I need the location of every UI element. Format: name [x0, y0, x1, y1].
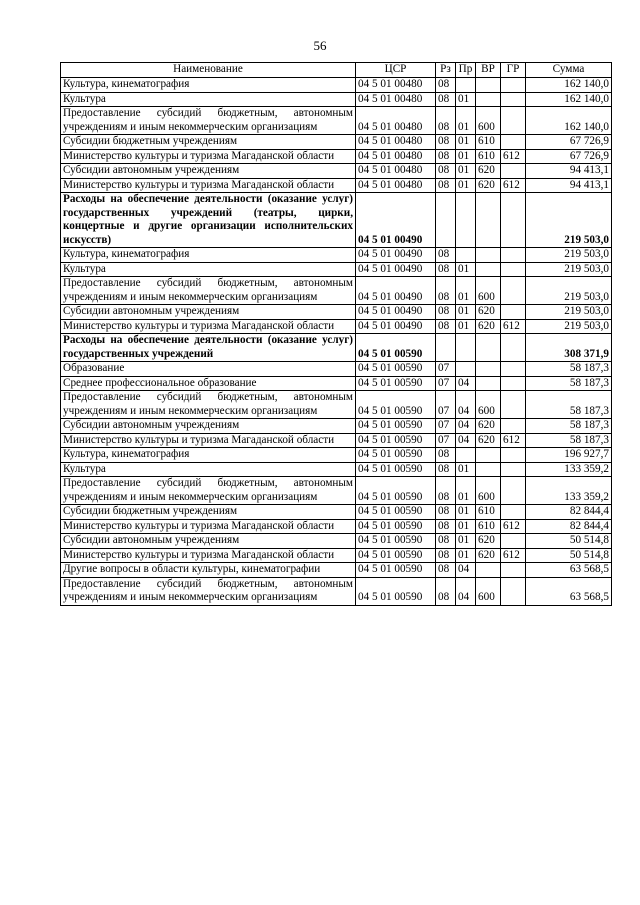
table-row: [61, 277, 612, 305]
cell-pr: 01: [456, 462, 476, 477]
table-row: [61, 319, 612, 334]
cell-vr: 620: [476, 178, 501, 193]
cell-rz: 08: [436, 277, 456, 305]
cell-sum: 58 187,3: [526, 419, 612, 434]
cell-pr: 04: [456, 376, 476, 391]
cell-vr: [476, 448, 501, 463]
cell-csr: 04 5 01 00480: [356, 78, 436, 93]
cell-sum: 94 413,1: [526, 178, 612, 193]
cell-gr: 612: [501, 319, 526, 334]
table-row: [61, 92, 612, 107]
cell-sum: 219 503,0: [526, 277, 612, 305]
cell-sum: 219 503,0: [526, 262, 612, 277]
cell-name: Культура: [61, 462, 356, 477]
cell-csr: 04 5 01 00480: [356, 107, 436, 135]
cell-rz: 08: [436, 505, 456, 520]
cell-name: Предоставление субсидий бюджетным, автономным учреждениям и иным некоммерческим организациям: [61, 391, 356, 419]
cell-name: Образование: [61, 362, 356, 377]
cell-csr: 04 5 01 00590: [356, 419, 436, 434]
cell-pr: 01: [456, 319, 476, 334]
cell-gr: [501, 505, 526, 520]
table-row: [61, 548, 612, 563]
table-row: [61, 362, 612, 377]
cell-sum: 67 726,9: [526, 135, 612, 150]
cell-rz: 08: [436, 563, 456, 578]
table-row: [61, 448, 612, 463]
cell-pr: 01: [456, 149, 476, 164]
cell-vr: [476, 193, 501, 248]
budget-table: [60, 62, 612, 606]
cell-rz: 08: [436, 534, 456, 549]
cell-csr: 04 5 01 00490: [356, 262, 436, 277]
table-row: [61, 519, 612, 534]
cell-rz: 07: [436, 391, 456, 419]
cell-rz: [436, 193, 456, 248]
cell-sum: 58 187,3: [526, 391, 612, 419]
cell-sum: 50 514,8: [526, 534, 612, 549]
cell-sum: 82 844,4: [526, 519, 612, 534]
cell-sum: 63 568,5: [526, 563, 612, 578]
cell-gr: [501, 334, 526, 362]
cell-gr: [501, 419, 526, 434]
cell-pr: 01: [456, 519, 476, 534]
cell-pr: 01: [456, 505, 476, 520]
header-gr: ГР: [501, 63, 526, 78]
cell-csr: 04 5 01 00490: [356, 277, 436, 305]
header-rz: Рз: [436, 63, 456, 78]
cell-rz: 08: [436, 164, 456, 179]
cell-csr: 04 5 01 00590: [356, 391, 436, 419]
cell-vr: 620: [476, 548, 501, 563]
cell-gr: [501, 262, 526, 277]
table-row: [61, 505, 612, 520]
cell-gr: 612: [501, 519, 526, 534]
cell-rz: 08: [436, 448, 456, 463]
cell-sum: 63 568,5: [526, 577, 612, 605]
cell-gr: [501, 277, 526, 305]
table-row: [61, 135, 612, 150]
cell-vr: 620: [476, 433, 501, 448]
cell-vr: 620: [476, 319, 501, 334]
cell-name: Министерство культуры и туризма Магаданской области: [61, 178, 356, 193]
cell-rz: 08: [436, 262, 456, 277]
cell-pr: 01: [456, 262, 476, 277]
cell-csr: 04 5 01 00490: [356, 305, 436, 320]
cell-rz: 08: [436, 477, 456, 505]
cell-rz: 08: [436, 178, 456, 193]
cell-sum: 219 503,0: [526, 193, 612, 248]
cell-vr: 610: [476, 149, 501, 164]
cell-name: Предоставление субсидий бюджетным, автономным учреждениям и иным некоммерческим организациям: [61, 277, 356, 305]
cell-gr: [501, 164, 526, 179]
cell-name: Министерство культуры и туризма Магаданской области: [61, 149, 356, 164]
cell-pr: 01: [456, 178, 476, 193]
cell-csr: 04 5 01 00590: [356, 534, 436, 549]
cell-gr: [501, 248, 526, 263]
cell-sum: 82 844,4: [526, 505, 612, 520]
cell-rz: 07: [436, 362, 456, 377]
table-row: [61, 462, 612, 477]
cell-pr: 01: [456, 305, 476, 320]
cell-pr: 01: [456, 548, 476, 563]
cell-csr: 04 5 01 00490: [356, 193, 436, 248]
header-sum: Сумма: [526, 63, 612, 78]
header-name: Наименование: [61, 63, 356, 78]
cell-name: Министерство культуры и туризма Магаданской области: [61, 548, 356, 563]
cell-pr: 01: [456, 164, 476, 179]
cell-sum: 58 187,3: [526, 362, 612, 377]
cell-vr: [476, 462, 501, 477]
table-row: [61, 262, 612, 277]
cell-name: Среднее профессиональное образование: [61, 376, 356, 391]
cell-csr: 04 5 01 00590: [356, 334, 436, 362]
cell-gr: 612: [501, 548, 526, 563]
cell-rz: 08: [436, 78, 456, 93]
table-row: [61, 563, 612, 578]
table-row: [61, 193, 612, 248]
cell-pr: 01: [456, 277, 476, 305]
cell-name: Субсидии автономным учреждениям: [61, 534, 356, 549]
cell-pr: [456, 248, 476, 263]
cell-sum: 162 140,0: [526, 78, 612, 93]
cell-name: Другие вопросы в области культуры, кинематографии: [61, 563, 356, 578]
cell-vr: 620: [476, 164, 501, 179]
cell-pr: 04: [456, 563, 476, 578]
cell-sum: 58 187,3: [526, 433, 612, 448]
table-row: [61, 577, 612, 605]
cell-gr: [501, 107, 526, 135]
cell-csr: 04 5 01 00590: [356, 362, 436, 377]
cell-name: Субсидии автономным учреждениям: [61, 164, 356, 179]
cell-vr: 620: [476, 305, 501, 320]
cell-rz: 08: [436, 149, 456, 164]
header-pr: Пр: [456, 63, 476, 78]
cell-pr: 01: [456, 107, 476, 135]
cell-rz: 08: [436, 305, 456, 320]
cell-vr: [476, 334, 501, 362]
cell-pr: [456, 448, 476, 463]
cell-name: Культура: [61, 92, 356, 107]
table-row: [61, 534, 612, 549]
cell-name: Расходы на обеспечение деятельности (оказание услуг) государственных учреждений (театры, цирки, концертные и другие организации исполнительских искусств): [61, 193, 356, 248]
table-row: [61, 178, 612, 193]
cell-vr: 610: [476, 135, 501, 150]
cell-pr: 01: [456, 92, 476, 107]
cell-gr: 612: [501, 433, 526, 448]
cell-vr: 600: [476, 391, 501, 419]
header-row: [61, 63, 612, 78]
cell-name: Предоставление субсидий бюджетным, автономным учреждениям и иным некоммерческим организациям: [61, 577, 356, 605]
cell-gr: [501, 78, 526, 93]
cell-csr: 04 5 01 00480: [356, 164, 436, 179]
cell-vr: 610: [476, 519, 501, 534]
cell-vr: [476, 248, 501, 263]
cell-vr: [476, 376, 501, 391]
cell-sum: 162 140,0: [526, 107, 612, 135]
cell-rz: 08: [436, 548, 456, 563]
cell-rz: 08: [436, 248, 456, 263]
cell-pr: 04: [456, 577, 476, 605]
table-row: [61, 78, 612, 93]
cell-sum: 219 503,0: [526, 248, 612, 263]
table-row: [61, 107, 612, 135]
cell-gr: [501, 391, 526, 419]
cell-pr: 01: [456, 534, 476, 549]
cell-csr: 04 5 01 00590: [356, 448, 436, 463]
cell-csr: 04 5 01 00480: [356, 178, 436, 193]
cell-gr: [501, 305, 526, 320]
cell-name: Культура, кинематография: [61, 78, 356, 93]
cell-name: Субсидии бюджетным учреждениям: [61, 135, 356, 150]
cell-vr: 620: [476, 534, 501, 549]
cell-rz: 07: [436, 419, 456, 434]
cell-pr: 01: [456, 135, 476, 150]
cell-name: Министерство культуры и туризма Магаданской области: [61, 433, 356, 448]
cell-name: Субсидии автономным учреждениям: [61, 419, 356, 434]
cell-name: Расходы на обеспечение деятельности (оказание услуг) государственных учреждений: [61, 334, 356, 362]
cell-vr: 600: [476, 577, 501, 605]
cell-gr: [501, 92, 526, 107]
cell-gr: [501, 362, 526, 377]
cell-sum: 67 726,9: [526, 149, 612, 164]
cell-sum: 219 503,0: [526, 305, 612, 320]
cell-csr: 04 5 01 00590: [356, 519, 436, 534]
cell-name: Субсидии бюджетным учреждениям: [61, 505, 356, 520]
cell-rz: 08: [436, 519, 456, 534]
cell-gr: [501, 477, 526, 505]
cell-gr: [501, 577, 526, 605]
cell-sum: 94 413,1: [526, 164, 612, 179]
cell-gr: 612: [501, 149, 526, 164]
cell-vr: 600: [476, 477, 501, 505]
table-row: [61, 433, 612, 448]
cell-vr: [476, 92, 501, 107]
cell-vr: 600: [476, 277, 501, 305]
cell-csr: 04 5 01 00590: [356, 477, 436, 505]
table-row: [61, 248, 612, 263]
cell-csr: 04 5 01 00480: [356, 92, 436, 107]
cell-sum: 133 359,2: [526, 462, 612, 477]
cell-rz: 08: [436, 107, 456, 135]
cell-name: Субсидии автономным учреждениям: [61, 305, 356, 320]
cell-rz: 08: [436, 92, 456, 107]
cell-csr: 04 5 01 00480: [356, 135, 436, 150]
cell-pr: [456, 334, 476, 362]
cell-vr: 620: [476, 419, 501, 434]
cell-pr: [456, 193, 476, 248]
cell-gr: [501, 563, 526, 578]
cell-name: Культура: [61, 262, 356, 277]
table-row: [61, 334, 612, 362]
cell-csr: 04 5 01 00590: [356, 462, 436, 477]
cell-rz: 08: [436, 462, 456, 477]
cell-pr: [456, 78, 476, 93]
page-number: 56: [313, 38, 327, 53]
header-vr: ВР: [476, 63, 501, 78]
table-row: [61, 419, 612, 434]
cell-sum: 50 514,8: [526, 548, 612, 563]
cell-sum: 58 187,3: [526, 376, 612, 391]
cell-gr: [501, 534, 526, 549]
table-row: [61, 477, 612, 505]
cell-name: Культура, кинематография: [61, 248, 356, 263]
cell-pr: 01: [456, 477, 476, 505]
cell-csr: 04 5 01 00480: [356, 149, 436, 164]
cell-sum: 219 503,0: [526, 319, 612, 334]
cell-vr: [476, 262, 501, 277]
header-csr: ЦСР: [356, 63, 436, 78]
cell-gr: 612: [501, 178, 526, 193]
cell-rz: 08: [436, 135, 456, 150]
cell-rz: [436, 334, 456, 362]
cell-rz: 08: [436, 577, 456, 605]
cell-csr: 04 5 01 00590: [356, 376, 436, 391]
cell-gr: [501, 462, 526, 477]
cell-csr: 04 5 01 00590: [356, 563, 436, 578]
cell-name: Культура, кинематография: [61, 448, 356, 463]
cell-sum: 308 371,9: [526, 334, 612, 362]
cell-gr: [501, 448, 526, 463]
table-row: [61, 376, 612, 391]
cell-name: Предоставление субсидий бюджетным, автономным учреждениям и иным некоммерческим организациям: [61, 477, 356, 505]
cell-gr: [501, 135, 526, 150]
cell-name: Предоставление субсидий бюджетным, автономным учреждениям и иным некоммерческим организациям: [61, 107, 356, 135]
table-row: [61, 149, 612, 164]
cell-csr: 04 5 01 00590: [356, 505, 436, 520]
cell-name: Министерство культуры и туризма Магаданской области: [61, 519, 356, 534]
cell-vr: [476, 362, 501, 377]
cell-sum: 133 359,2: [526, 477, 612, 505]
cell-pr: [456, 362, 476, 377]
cell-vr: [476, 78, 501, 93]
cell-sum: 162 140,0: [526, 92, 612, 107]
cell-csr: 04 5 01 00590: [356, 433, 436, 448]
cell-csr: 04 5 01 00490: [356, 248, 436, 263]
cell-vr: [476, 563, 501, 578]
cell-csr: 04 5 01 00590: [356, 577, 436, 605]
cell-pr: 04: [456, 419, 476, 434]
cell-sum: 196 927,7: [526, 448, 612, 463]
cell-rz: 08: [436, 319, 456, 334]
cell-csr: 04 5 01 00590: [356, 548, 436, 563]
cell-gr: [501, 193, 526, 248]
cell-rz: 07: [436, 376, 456, 391]
cell-csr: 04 5 01 00490: [356, 319, 436, 334]
table-row: [61, 305, 612, 320]
cell-pr: 04: [456, 433, 476, 448]
table-row: [61, 164, 612, 179]
cell-pr: 04: [456, 391, 476, 419]
cell-gr: [501, 376, 526, 391]
cell-vr: 610: [476, 505, 501, 520]
cell-name: Министерство культуры и туризма Магаданской области: [61, 319, 356, 334]
cell-vr: 600: [476, 107, 501, 135]
table-row: [61, 391, 612, 419]
cell-rz: 07: [436, 433, 456, 448]
